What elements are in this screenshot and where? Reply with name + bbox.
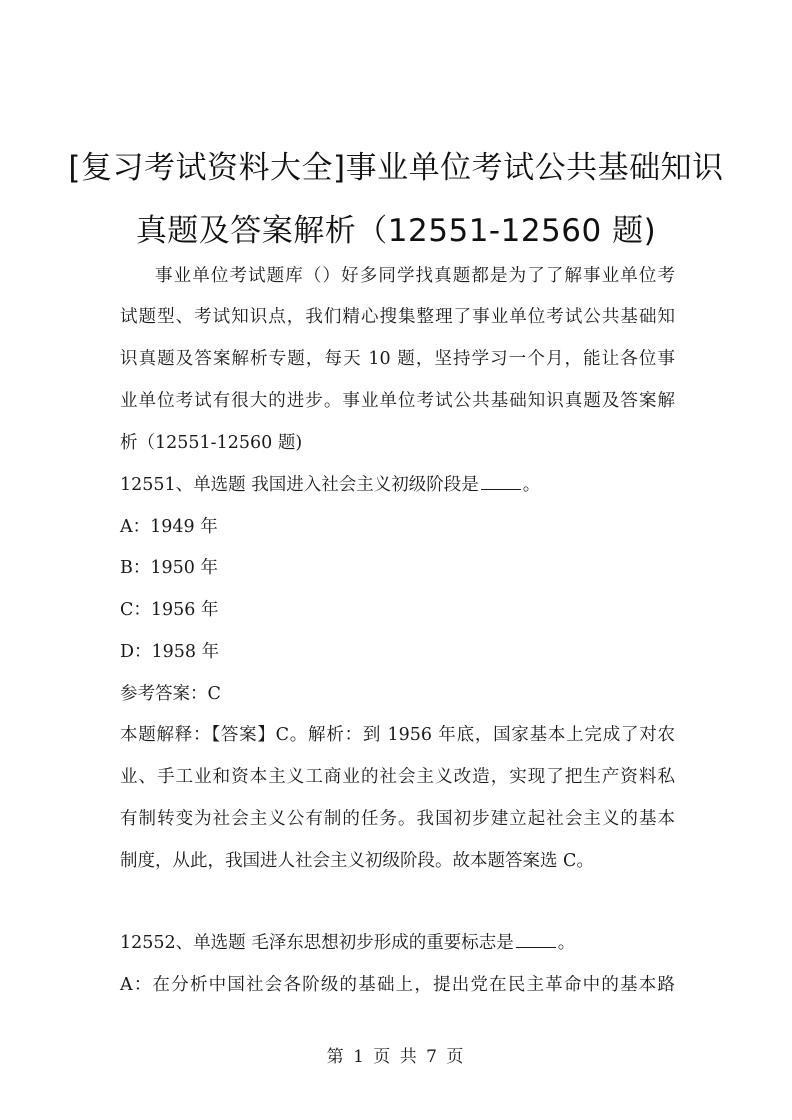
option-d: D：1958 年	[120, 642, 220, 662]
reference-answer: 参考答案：C	[120, 684, 221, 704]
option-c: C：1956 年	[120, 600, 219, 620]
question-stem	[120, 474, 675, 496]
option-a: A：1949 年	[120, 517, 218, 537]
option-b: B：1950 年	[120, 558, 218, 578]
page-footer: 第 1 页 共 7 页	[326, 1047, 466, 1067]
question-stem-text: 12552、单选题 毛泽东思想初步形成的重要标志是	[120, 933, 514, 953]
intro-line-4: 业单位考试有很大的进步。事业单位考试公共基础知识真题及答案解	[120, 391, 675, 411]
question-stem-text: 12551、单选题 我国进入社会主义初级阶段是	[120, 475, 479, 495]
explanation-line-1: 本题解释：【答案】C。解析：到 1956 年底，国家基本上完成了对农	[120, 725, 675, 745]
document-title-line-1: [复习考试资料大全]事业单位考试公共基础知识	[68, 150, 724, 186]
explanation-line-3: 有制转变为社会主义公有制的任务。我国初步建立起社会主义的基本	[120, 809, 675, 829]
question-stem	[120, 932, 675, 954]
question-stem-end: 。	[557, 933, 576, 953]
intro-line-3: 识真题及答案解析专题，每天 10 题，坚持学习一个月，能让各位事	[120, 349, 675, 369]
intro-line-1: 事业单位考试题库（）好多同学找真题都是为了了解事业单位考	[155, 266, 675, 286]
intro-line-2: 试题型、考试知识点，我们精心搜集整理了事业单位考试公共基础知	[120, 307, 675, 327]
explanation-line-4: 制度，从此，我国进人社会主义初级阶段。故本题答案选 C。	[120, 851, 594, 871]
answer-blank	[481, 475, 521, 490]
option-a: A：在分析中国社会各阶级的基础上，提出党在民主革命中的基本路	[120, 975, 675, 995]
question-stem-end: 。	[522, 475, 541, 495]
document-title-line-2: 真题及答案解析（12551-12560 题)	[135, 213, 657, 249]
answer-blank	[516, 933, 556, 948]
explanation-line-2: 业、手工业和资本主义工商业的社会主义改造，实现了把生产资料私	[120, 767, 675, 787]
intro-line-5: 析（12551-12560 题)	[120, 433, 303, 453]
